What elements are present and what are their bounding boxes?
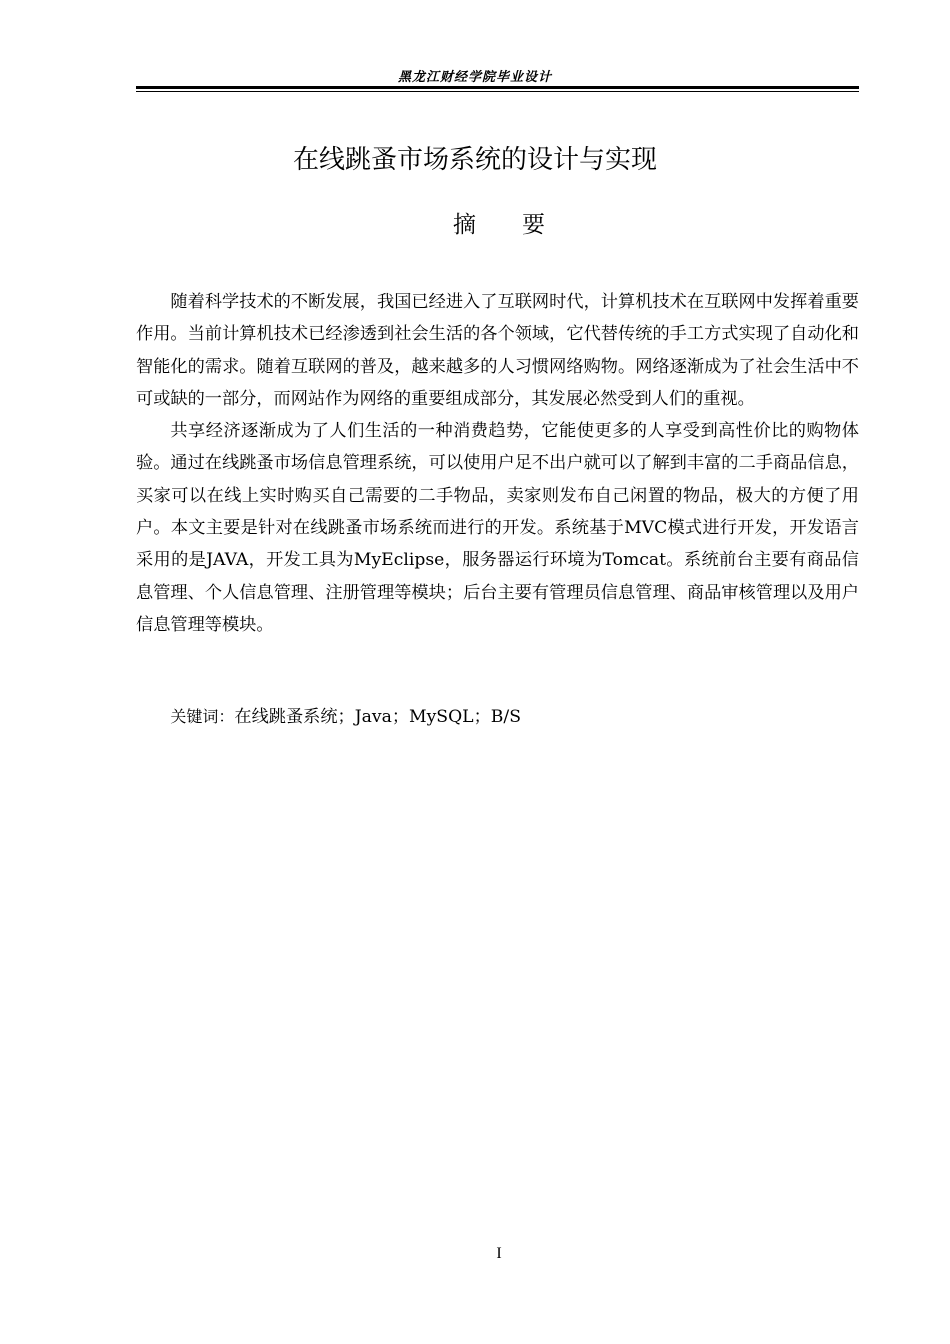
abstract-heading (0, 206, 950, 239)
keywords-value: 在线跳蚤系统；Java；MySQL；B/S (234, 707, 521, 727)
abstract-paragraph-1: 随着科学技术的不断发展，我国已经进入了互联网时代，计算机技术在互联网中发挥着重要作用。当前计算机技术已经渗透到社会生活的各个领域，它代替传统的手工方式实现了自动化和智能化的需求。随着互联网的普及，越来越多的人习惯网络购物。网络逐渐成为了社会生活中不可或缺的一部分，而网站作为网络的重要组成部分，其发展必然受到人们的重视。 (136, 292, 859, 409)
abstract-heading-char-2: 要 (522, 212, 545, 238)
header-rule-thick (136, 86, 859, 89)
header-rule-thin (136, 91, 859, 92)
abstract-paragraph-2: 共享经济逐渐成为了人们生活的一种消费趋势，它能使更多的人享受到高性价比的购物体验。通过在线跳蚤市场信息管理系统，可以使用户足不出户就可以了解到丰富的二手商品信息，买家可以在线上实时购买自己需要的二手物品，卖家则发布自己闲置的物品，极大的方便了用户。本文主要是针对在线跳蚤市场系统而进行的开发。系统基于MVC模式进行开发，开发语言采用的是JAVA，开发工具为MyEclipse，服务器运行环境为Tomcat。系统前台主要有商品信息管理、个人信息管理、注册管理等模块；后台主要有管理员信息管理、商品审核管理以及用户信息管理等模块。 (136, 421, 859, 635)
page-number: I (496, 1245, 502, 1262)
abstract-heading-char-1: 摘 (453, 212, 476, 238)
abstract-body (136, 286, 859, 641)
page-header: 黑龙江财经学院毕业设计 (397, 70, 552, 85)
keywords-line (136, 703, 859, 731)
keywords-label: 关键词： (170, 707, 235, 726)
document-title: 在线跳蚤市场系统的设计与实现 (292, 145, 657, 175)
